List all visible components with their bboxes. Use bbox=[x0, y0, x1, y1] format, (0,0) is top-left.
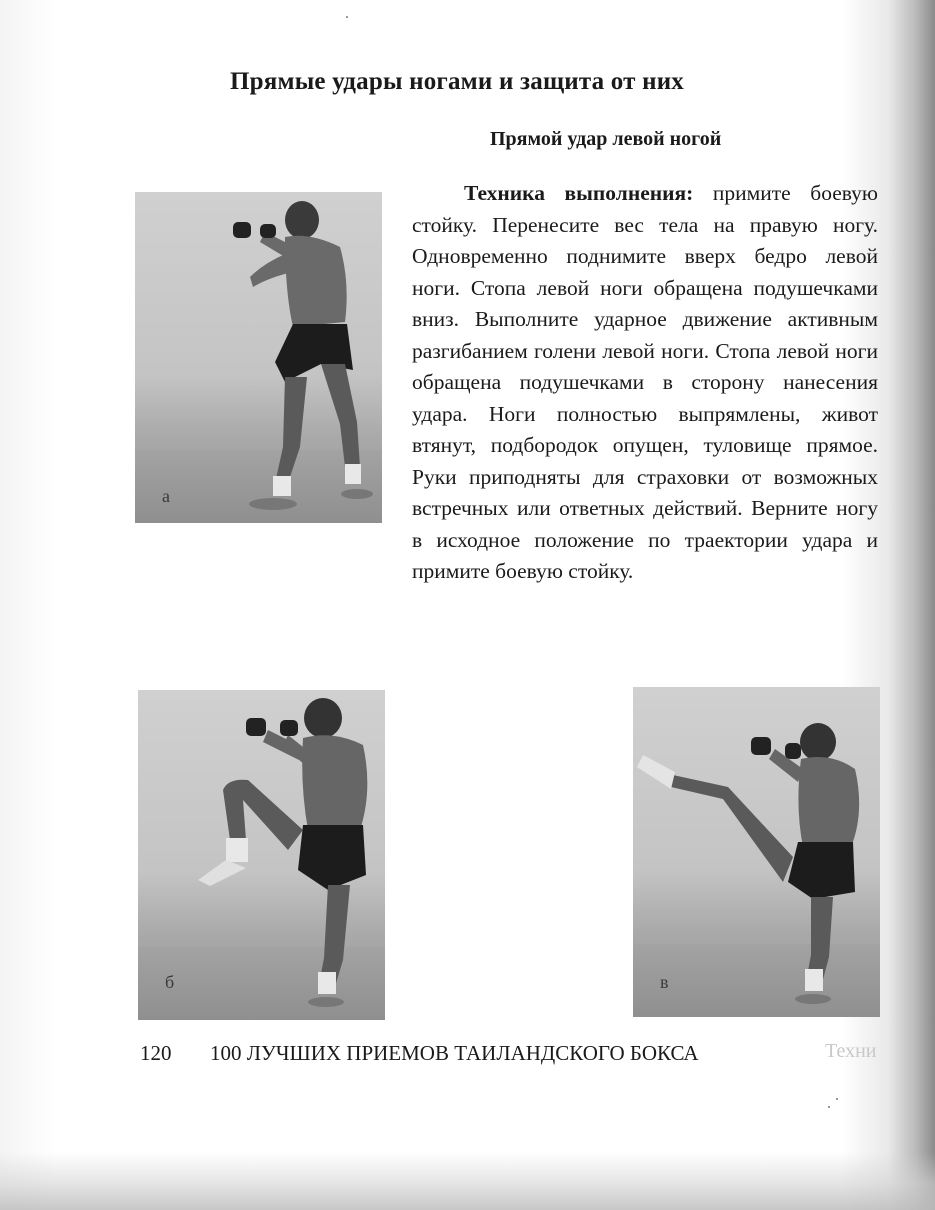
scan-bottom-shadow bbox=[0, 1152, 935, 1210]
technique-description bbox=[412, 178, 878, 588]
dust-speck bbox=[828, 1106, 830, 1108]
facing-page-bleed-text: Техни bbox=[825, 1040, 877, 1062]
photo-label-b: б bbox=[165, 972, 175, 992]
fighter-stance-figure bbox=[135, 192, 382, 523]
dust-speck bbox=[836, 1098, 838, 1100]
dust-speck bbox=[346, 16, 348, 18]
page-number: 120 bbox=[140, 1041, 172, 1065]
photo-knee-raise bbox=[138, 690, 385, 1020]
page-title: Прямые удары ногами и защита от них bbox=[230, 68, 685, 95]
photo-kick-extension bbox=[633, 687, 880, 1017]
section-subtitle: Прямой удар левой ногой bbox=[490, 128, 722, 150]
fighter-knee-figure bbox=[138, 690, 385, 1020]
photo-label-v: в bbox=[660, 972, 669, 992]
photo-label-a: а bbox=[162, 486, 170, 506]
page-footer bbox=[140, 1041, 699, 1066]
technique-term: Техника выполнения: bbox=[464, 181, 694, 205]
photo-stance bbox=[135, 192, 382, 523]
fighter-kick-figure bbox=[633, 687, 880, 1017]
technique-text: примите боевую стойку. Перенесите вес тела на правую ногу. Одновременно поднимите вверх бедро левой ноги. Стопа левой ноги обращена подушечками вниз. Выполните ударное движение активным разгибанием голени левой ноги. Стопа левой ноги обращена подушечками в сторону нанесения удара. Ноги полностью выпрямлены, живот втянут, подбородок опущен, туловище прямое. Руки приподняты для страховки от возможных встречных или ответных действий. Верните ногу в исходное положение по траектории удара и примите боевую стойку. bbox=[412, 181, 878, 583]
book-title: 100 ЛУЧШИХ ПРИЕМОВ ТАИЛАНДСКОГО БОКСА bbox=[210, 1041, 699, 1065]
